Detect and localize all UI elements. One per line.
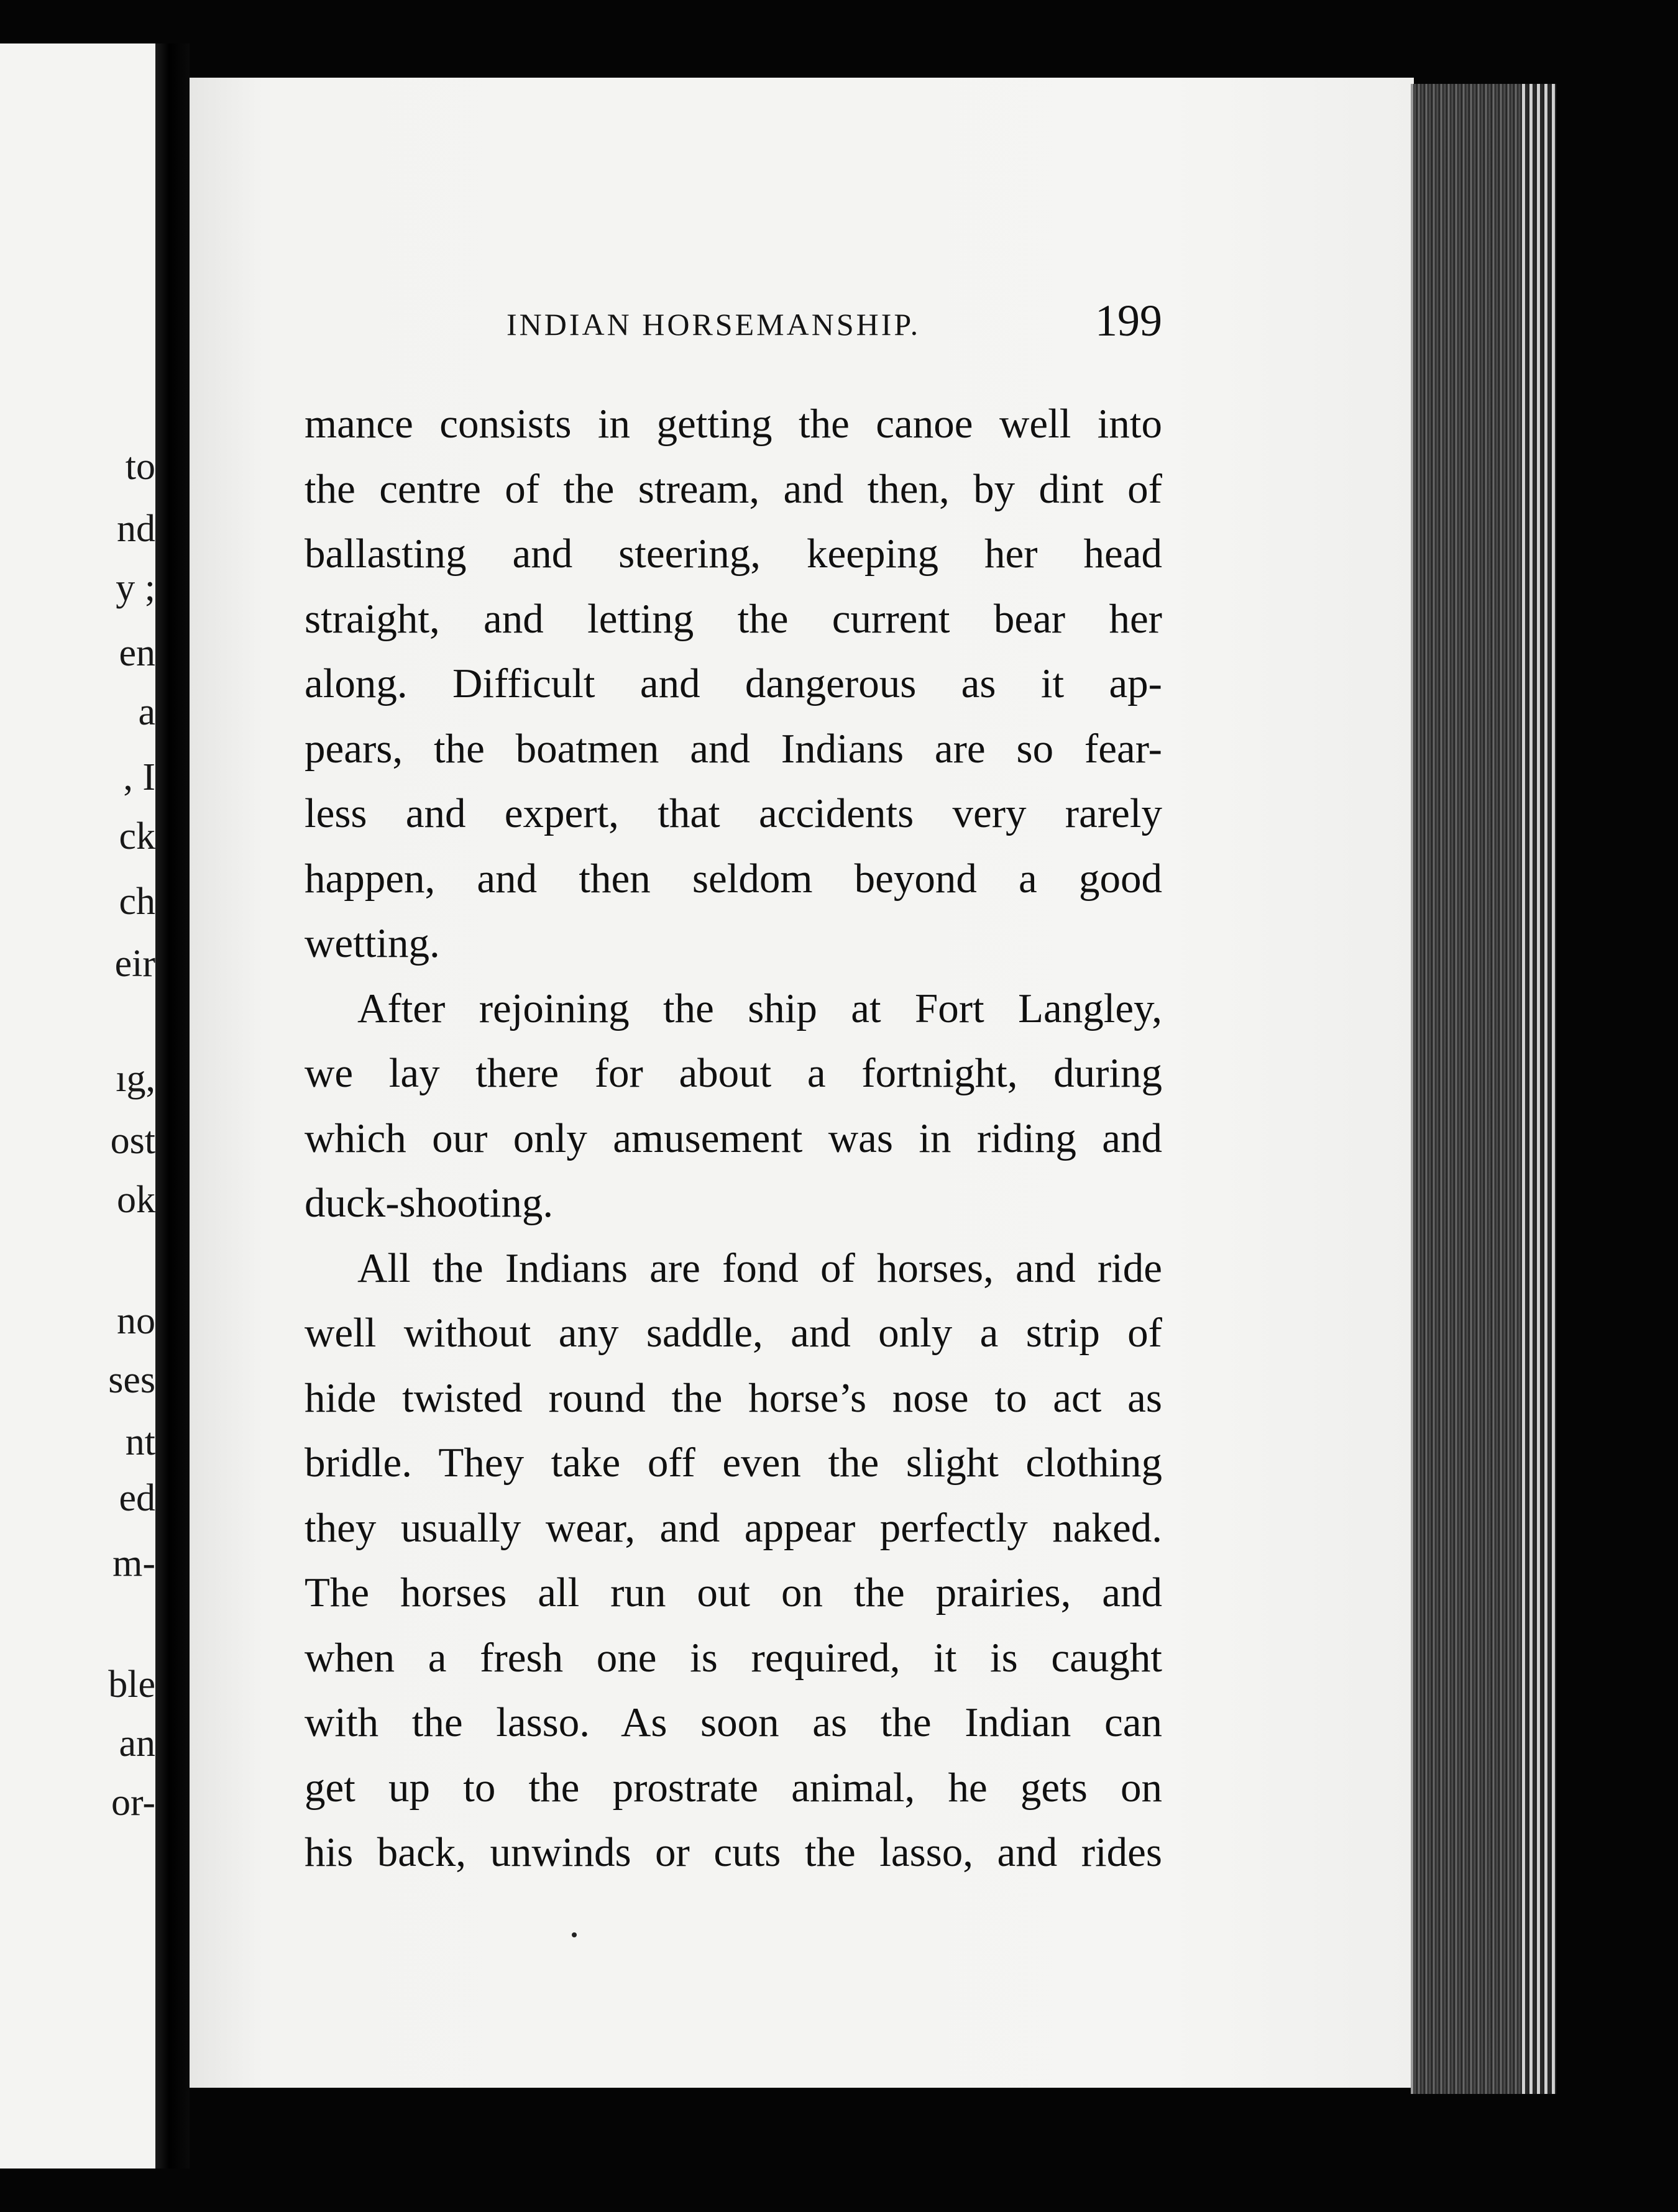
left-page-fragment: ch [119, 880, 155, 923]
left-page-fragment: nd [117, 508, 155, 550]
left-page-fragment: to [125, 446, 155, 488]
text-line: less and expert, that accidents very rarely [305, 790, 1162, 836]
page-edges-stack [1411, 84, 1556, 2094]
left-page-fragment: or- [111, 1781, 155, 1824]
text-line: wetting. [305, 920, 440, 966]
text-line: the centre of the stream, and then, by dint of [305, 465, 1162, 512]
left-page-fragment: m- [112, 1542, 155, 1584]
printer-mark [572, 1932, 577, 1937]
text-line: After rejoining the ship at Fort Langley, [357, 985, 1162, 1031]
text-line: get up to the prostrate animal, he gets on [305, 1764, 1162, 1811]
text-line: pears, the boatmen and Indians are so fear- [305, 725, 1162, 772]
text-line: mance consists in getting the canoe well into [305, 401, 1162, 447]
text-line: well without any saddle, and only a strip of [305, 1310, 1162, 1356]
left-page-fragment: ıg, [116, 1058, 155, 1100]
left-page-fragment: en [119, 632, 155, 674]
left-page-fragment: ok [117, 1179, 155, 1221]
running-header [305, 295, 1162, 351]
left-page-fragment: no [117, 1300, 155, 1342]
text-line: hide twisted round the horse’s nose to act as [305, 1374, 1162, 1421]
text-line: along. Difficult and dangerous as it ap- [305, 660, 1162, 706]
left-page-fragment: ost [110, 1120, 155, 1162]
left-page-fragment: ck [119, 815, 155, 857]
book-gutter [155, 43, 190, 2169]
running-header-title: INDIAN HORSEMANSHIP. [507, 307, 921, 342]
page-number: 199 [1095, 296, 1162, 345]
text-line: duck-shooting. [305, 1180, 554, 1226]
text-line: bridle. They take off even the slight clothing [305, 1440, 1162, 1486]
text-line: All the Indians are fond of horses, and ride [357, 1245, 1162, 1291]
left-page-fragment: , I [123, 756, 155, 798]
left-page-fragment: nt [125, 1421, 155, 1463]
left-page-fragment: y ; [116, 567, 155, 609]
left-facing-page [0, 43, 157, 2169]
left-page-fragment: a [138, 691, 155, 733]
text-line: ballasting and steering, keeping her head [305, 531, 1162, 577]
left-page-fragment: ble [108, 1663, 155, 1706]
text-line: straight, and letting the current bear her [305, 595, 1162, 642]
left-page-fragment: ed [119, 1477, 155, 1519]
text-line: happen, and then seldom beyond a good [305, 855, 1162, 902]
left-page-fragment: eir [114, 943, 155, 985]
text-line: they usually wear, and appear perfectly naked. [305, 1504, 1162, 1551]
left-page-fragment: an [119, 1722, 155, 1765]
text-line: with the lasso. As soon as the Indian can [305, 1699, 1162, 1745]
left-page-fragment: ses [108, 1359, 155, 1401]
text-line: his back, unwinds or cuts the lasso, and rides [305, 1829, 1162, 1875]
text-line: we lay there for about a fortnight, during [305, 1050, 1162, 1096]
body-text [305, 391, 1162, 1885]
text-line: when a fresh one is required, it is caught [305, 1634, 1162, 1681]
text-line: which our only amusement was in riding and [305, 1115, 1162, 1161]
text-line: The horses all run out on the prairies, and [305, 1570, 1162, 1616]
